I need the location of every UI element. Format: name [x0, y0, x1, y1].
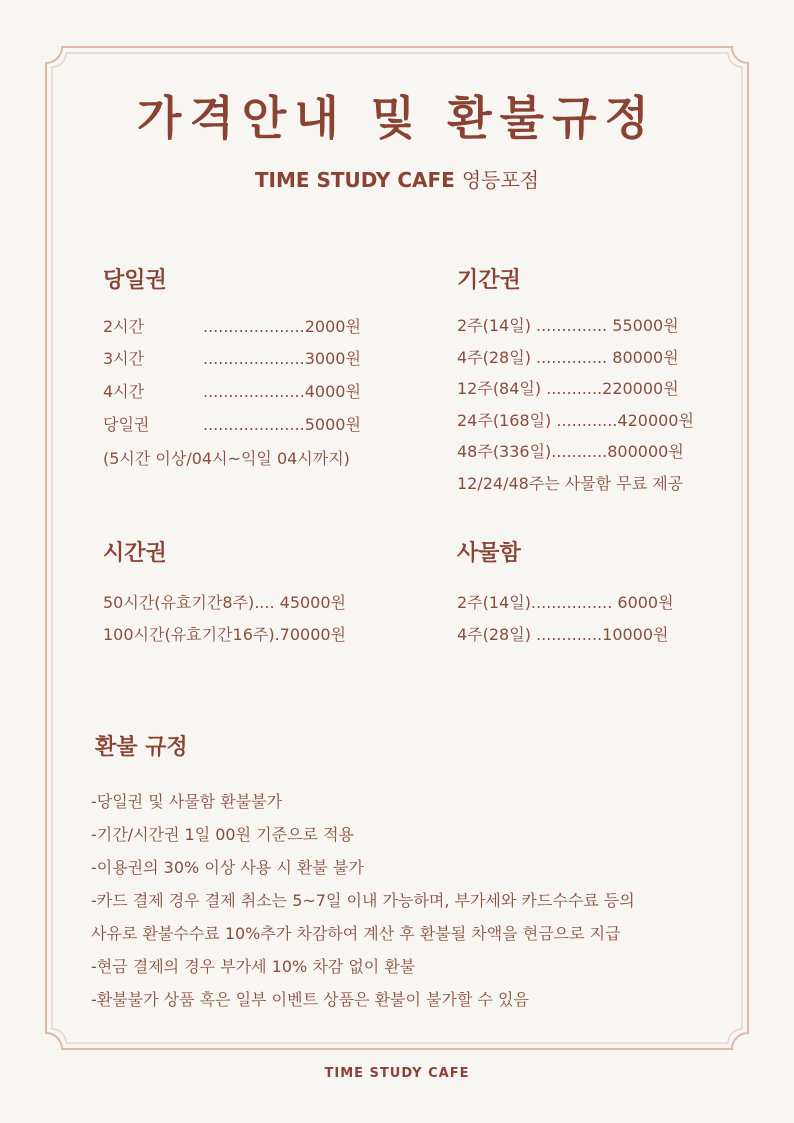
locker-row: 2주(14일)................ 6000원 [457, 593, 674, 612]
period-pass-row: 12주(84일) ...........220000원 [457, 379, 679, 398]
day-pass-row-value: ....................5000원 [203, 415, 361, 434]
period-pass-row: 4주(28일) .............. 80000원 [457, 348, 679, 367]
day-pass-row-label: 3시간 [103, 349, 145, 368]
day-pass-row-value: ....................3000원 [203, 349, 361, 368]
day-pass-row-value: ....................4000원 [203, 382, 361, 401]
day-pass-heading: 당일권 [103, 268, 167, 293]
refund-line: -환불불가 상품 혹은 일부 이벤트 상품은 환불이 불가할 수 있음 [91, 990, 529, 1009]
day-pass-note: (5시간 이상/04시~익일 04시까지) [103, 449, 350, 468]
refund-line: -카드 결제 경우 결제 취소는 5~7일 이내 가능하며, 부가세와 카드수수료 등의 [91, 891, 635, 910]
refund-line: -당일권 및 사물함 환불불가 [91, 792, 283, 811]
refund-line: -기간/시간권 1일 00원 기준으로 적용 [91, 825, 354, 844]
refund-line: 사유로 환불수수료 10%추가 차감하여 계산 후 환불될 차액을 현금으로 지급 [91, 924, 621, 943]
refund-heading: 환불 규정 [95, 735, 188, 760]
page-title: 가격안내 및 환불규정 [137, 91, 657, 145]
locker-heading: 사물함 [457, 541, 521, 566]
period-pass-row: 24주(168일) ............420000원 [457, 411, 694, 430]
period-pass-row: 48주(336일)...........800000원 [457, 442, 684, 461]
day-pass-row-value: ....................2000원 [203, 317, 361, 336]
page-subtitle [0, 164, 794, 193]
day-pass-row-label: 4시간 [103, 382, 145, 401]
time-pass-row: 100시간(유효기간16주).70000원 [103, 625, 347, 644]
locker-row: 4주(28일) .............10000원 [457, 625, 669, 644]
period-pass-row: 2주(14일) .............. 55000원 [457, 316, 679, 335]
time-pass-row: 50시간(유효기간8주).... 45000원 [103, 593, 346, 612]
footer-brand: TIME STUDY CAFE [324, 1066, 470, 1081]
subtitle-location: 영등포점 [461, 168, 540, 192]
period-pass-note: 12/24/48주는 사물함 무료 제공 [457, 474, 684, 493]
day-pass-row-label: 당일권 [103, 415, 150, 434]
day-pass-row-label: 2시간 [103, 317, 145, 336]
refund-line: -현금 결제의 경우 부가세 10% 차감 없이 환불 [91, 957, 416, 976]
subtitle-brand: TIME STUDY CAFE [254, 168, 455, 192]
time-pass-heading: 시간권 [103, 541, 167, 566]
period-pass-heading: 기간권 [457, 268, 521, 293]
refund-line: -이용권의 30% 이상 사용 시 환불 불가 [91, 858, 364, 877]
